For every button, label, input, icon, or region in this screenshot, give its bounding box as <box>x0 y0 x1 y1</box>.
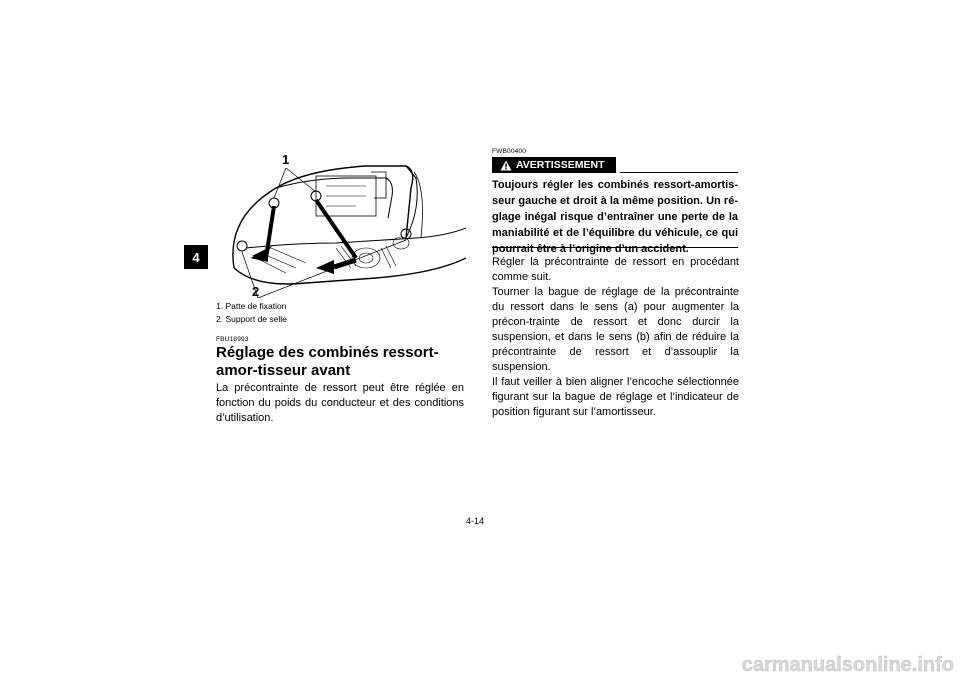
section-code: FBU18993 <box>216 336 249 343</box>
figure-captions <box>216 300 287 326</box>
caption-1: 1. Patte de fixation <box>216 301 287 311</box>
warning-label: AVERTISSEMENT <box>516 159 605 171</box>
instruction-paragraph-2: Tourner la bague de réglage de la précontrainte du ressort dans le sens (a) pour augmenter la précon-trainte de ressort et donc durcir la suspension, et dans le sens (b) afin de réduire la précontrainte de ressort et d’assouplir la suspension. <box>492 286 739 373</box>
section-title: Réglage des combinés ressort-amor-tisseur avant <box>216 344 439 379</box>
chapter-tab: 4 <box>184 245 208 269</box>
warning-header <box>492 157 738 173</box>
warning-triangle-icon <box>500 160 512 171</box>
seat-bracket-illustration <box>216 148 466 298</box>
warning-text: Toujours régler les combinés ressort-amortis-seur gauche et droit à la même position. Un ré-glage inégal risque d’entraîner une perte de la maniabilité et de l’équilibre du véhicule, ce qui pourrait être à l’origine d’un accident. <box>492 179 738 255</box>
callout-1: 1 <box>282 152 290 167</box>
section-paragraph: La précontrainte de ressort peut être réglée en fonction du poids du conducteur et des conditions d’utilisation. <box>216 382 464 424</box>
warning-bottom-rule <box>492 247 738 248</box>
caption-2: 2. Support de selle <box>216 314 287 324</box>
warning-code: FWB00400 <box>492 148 527 155</box>
page-number: 4-14 <box>466 516 485 526</box>
callout-2: 2 <box>252 284 260 298</box>
warning-header-rule <box>620 172 738 173</box>
watermark-logo <box>654 652 954 676</box>
instructions-body <box>492 255 739 420</box>
warning-badge <box>492 157 616 173</box>
watermark-text: carmanualsonline.info <box>741 654 954 676</box>
instruction-paragraph-3: Il faut veiller à bien aligner l’encoche sélectionnée figurant sur la bague de réglage et l’indicateur de position figurant sur l’amortisseur. <box>492 376 739 418</box>
instruction-paragraph-1: Régler la précontrainte de ressort en procédant comme suit. <box>492 256 739 283</box>
section-body <box>216 381 464 426</box>
